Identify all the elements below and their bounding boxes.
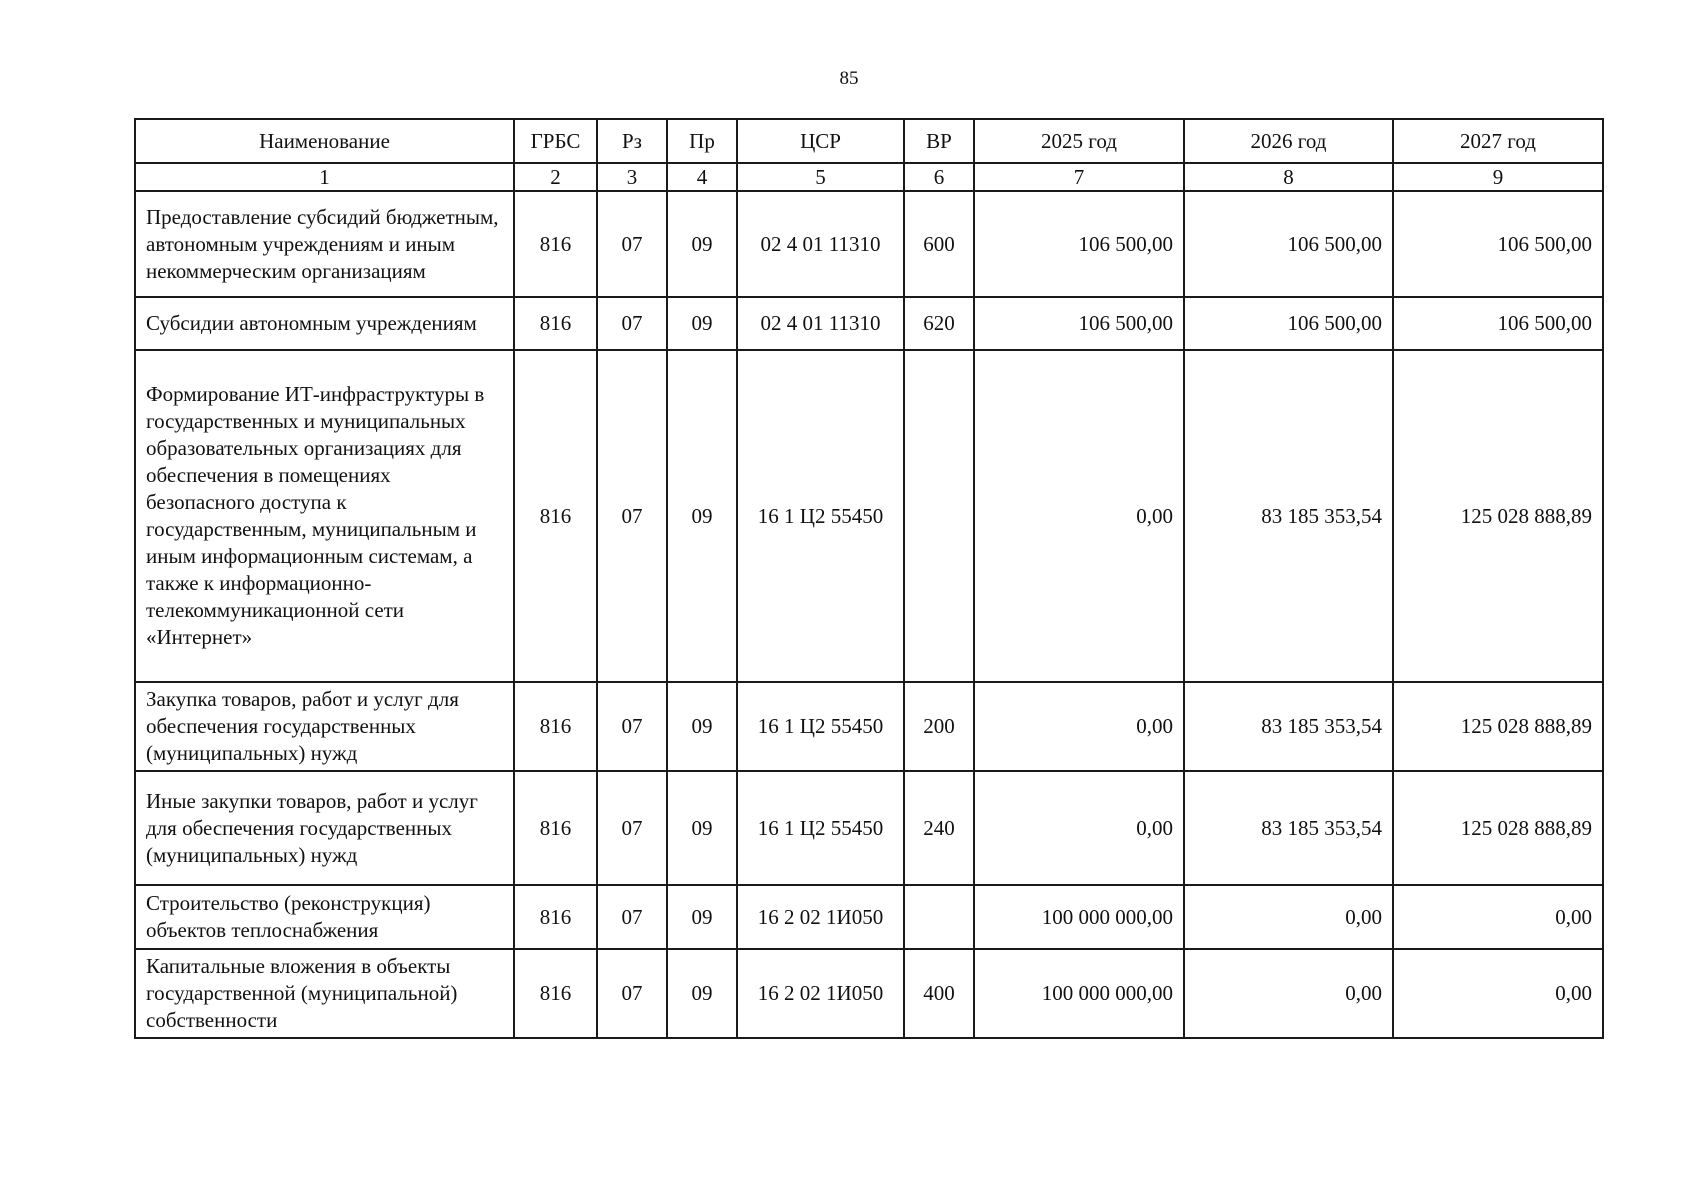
header-row (135, 119, 1603, 163)
row-rz: 07 (597, 885, 667, 949)
row-grbs: 816 (514, 350, 597, 682)
table-row (135, 350, 1603, 682)
column-number: 5 (737, 163, 904, 191)
row-name: Закупка товаров, работ и услуг для обеспечения государственных (муниципальных) нужд (135, 682, 514, 771)
column-number: 1 (135, 163, 514, 191)
row-csr: 16 2 02 1И050 (737, 949, 904, 1038)
column-numbers-row (135, 163, 1603, 191)
row-grbs: 816 (514, 682, 597, 771)
row-rz: 07 (597, 771, 667, 885)
header-2025: 2025 год (974, 119, 1184, 163)
row-2025: 100 000 000,00 (974, 885, 1184, 949)
row-2027: 0,00 (1393, 885, 1603, 949)
table-row (135, 949, 1603, 1038)
row-pr: 09 (667, 297, 737, 350)
row-grbs: 816 (514, 949, 597, 1038)
header-2026: 2026 год (1184, 119, 1393, 163)
row-2026: 83 185 353,54 (1184, 682, 1393, 771)
row-2025: 0,00 (974, 682, 1184, 771)
row-name: Формирование ИТ-инфраструктуры в государственных и муниципальных образовательных организациях для обеспечения в помещениях безопасного доступа к государственным, муниципальным и иным информационным системам, а также к информационно-телекоммуникационной сети «Интернет» (135, 350, 514, 682)
header-grbs: ГРБС (514, 119, 597, 163)
row-rz: 07 (597, 682, 667, 771)
row-2026: 0,00 (1184, 885, 1393, 949)
row-rz: 07 (597, 297, 667, 350)
row-2026: 106 500,00 (1184, 191, 1393, 297)
column-number: 9 (1393, 163, 1603, 191)
row-pr: 09 (667, 191, 737, 297)
row-grbs: 816 (514, 191, 597, 297)
row-2026: 83 185 353,54 (1184, 771, 1393, 885)
row-rz: 07 (597, 949, 667, 1038)
row-pr: 09 (667, 949, 737, 1038)
row-vr (904, 885, 974, 949)
row-vr: 200 (904, 682, 974, 771)
header-name: Наименование (135, 119, 514, 163)
header-pr: Пр (667, 119, 737, 163)
row-2025: 106 500,00 (974, 297, 1184, 350)
row-csr: 16 1 Ц2 55450 (737, 350, 904, 682)
header-2027: 2027 год (1393, 119, 1603, 163)
row-csr: 02 4 01 11310 (737, 191, 904, 297)
row-vr: 600 (904, 191, 974, 297)
column-number: 8 (1184, 163, 1393, 191)
row-2027: 125 028 888,89 (1393, 771, 1603, 885)
table-row (135, 771, 1603, 885)
row-name: Предоставление субсидий бюджетным, автономным учреждениям и иным некоммерческим организациям (135, 191, 514, 297)
row-2026: 83 185 353,54 (1184, 350, 1393, 682)
row-2027: 106 500,00 (1393, 297, 1603, 350)
table-row (135, 682, 1603, 771)
budget-table (134, 118, 1604, 1039)
row-2026: 106 500,00 (1184, 297, 1393, 350)
column-number: 3 (597, 163, 667, 191)
row-csr: 16 1 Ц2 55450 (737, 771, 904, 885)
row-grbs: 816 (514, 297, 597, 350)
row-vr (904, 350, 974, 682)
row-2025: 106 500,00 (974, 191, 1184, 297)
row-csr: 16 2 02 1И050 (737, 885, 904, 949)
column-number: 4 (667, 163, 737, 191)
header-rz: Рз (597, 119, 667, 163)
column-number: 7 (974, 163, 1184, 191)
row-2027: 106 500,00 (1393, 191, 1603, 297)
header-vr: ВР (904, 119, 974, 163)
row-csr: 16 1 Ц2 55450 (737, 682, 904, 771)
column-number: 2 (514, 163, 597, 191)
row-2025: 0,00 (974, 771, 1184, 885)
row-vr: 620 (904, 297, 974, 350)
row-name: Капитальные вложения в объекты государственной (муниципальной) собственности (135, 949, 514, 1038)
header-csr: ЦСР (737, 119, 904, 163)
row-2027: 125 028 888,89 (1393, 350, 1603, 682)
table-row (135, 297, 1603, 350)
row-rz: 07 (597, 191, 667, 297)
row-grbs: 816 (514, 771, 597, 885)
row-csr: 02 4 01 11310 (737, 297, 904, 350)
row-grbs: 816 (514, 885, 597, 949)
row-2026: 0,00 (1184, 949, 1393, 1038)
row-pr: 09 (667, 350, 737, 682)
row-rz: 07 (597, 350, 667, 682)
row-vr: 400 (904, 949, 974, 1038)
row-2025: 0,00 (974, 350, 1184, 682)
table-row (135, 885, 1603, 949)
row-pr: 09 (667, 771, 737, 885)
row-2027: 0,00 (1393, 949, 1603, 1038)
row-pr: 09 (667, 682, 737, 771)
row-name: Строительство (реконструкция) объектов теплоснабжения (135, 885, 514, 949)
row-name: Субсидии автономным учреждениям (135, 297, 514, 350)
row-name: Иные закупки товаров, работ и услуг для обеспечения государственных (муниципальных) нужд (135, 771, 514, 885)
table-row (135, 191, 1603, 297)
row-pr: 09 (667, 885, 737, 949)
row-vr: 240 (904, 771, 974, 885)
column-number: 6 (904, 163, 974, 191)
page-number: 85 (839, 68, 859, 89)
row-2027: 125 028 888,89 (1393, 682, 1603, 771)
row-2025: 100 000 000,00 (974, 949, 1184, 1038)
